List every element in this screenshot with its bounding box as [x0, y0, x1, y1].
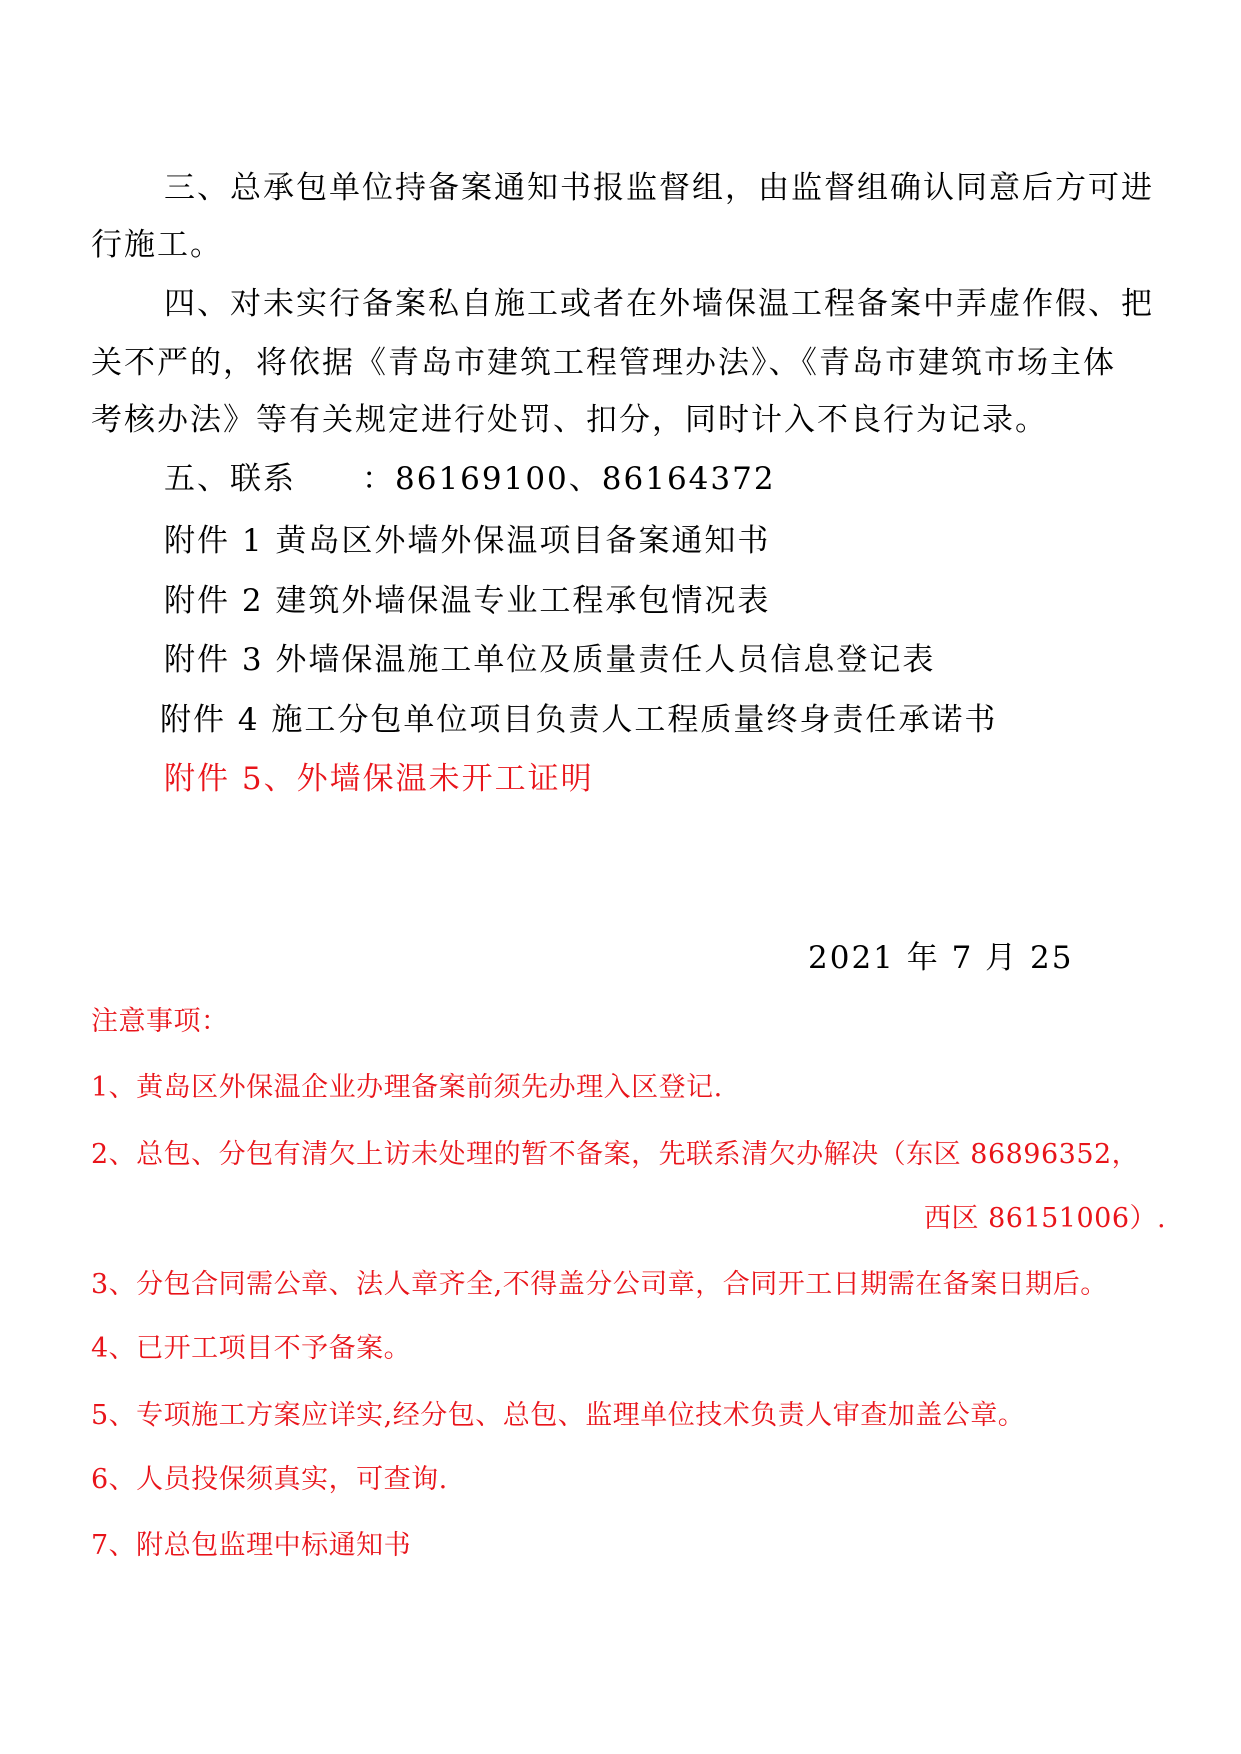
paragraph-4-line-3: 考核办法》等有关规定进行处罚、扣分，同时计入不良行为记录。 [91, 402, 1048, 438]
paragraph-4-line-2: 关不严的，将依据《青岛市建筑工程管理办法》、《青岛市建筑市场主体 [91, 345, 1116, 381]
notice-item-4: 4、已开工项目不予备案。 [91, 1333, 412, 1364]
paragraph-3-line-2: 行施工。 [91, 227, 223, 263]
attachment-3: 附件 3 外墙保温施工单位及质量责任人员信息登记表 [164, 642, 936, 678]
notice-item-7: 7、附总包监理中标通知书 [91, 1530, 412, 1561]
notice-title: 注意事项： [91, 1006, 229, 1037]
notice-item-1: 1、黄岛区外保温企业办理备案前须先办理入区登记. [91, 1072, 723, 1103]
attachment-4: 附件 4 施工分包单位项目负责人工程质量终身责任承诺书 [160, 702, 998, 738]
document-date: 2021 年 7 月 25 [808, 940, 1074, 976]
notice-item-2: 2、总包、分包有清欠上访未处理的暂不备案，先联系清欠办解决（东区 86896352， [91, 1139, 1140, 1170]
attachment-2: 附件 2 建筑外墙保温专业工程承包情况表 [164, 583, 771, 619]
notice-item-2-continued: 西区 86151006）. [924, 1203, 1167, 1234]
paragraph-4-line-1: 四、对未实行备案私自施工或者在外墙保温工程备案中弄虚作假、把 [164, 286, 1154, 322]
paragraph-3-line-1: 三、总承包单位持备案通知书报监督组，由监督组确认同意后方可进 [164, 170, 1154, 206]
notice-item-5: 5、专项施工方案应详实,经分包、总包、监理单位技术负责人审查加盖公章。 [91, 1400, 1026, 1431]
attachment-1: 附件 1 黄岛区外墙外保温项目备案通知书 [164, 523, 771, 559]
notice-item-3: 3、分包合同需公章、法人章齐全,不得盖分公司章，合同开工日期需在备案日期后。 [91, 1269, 1108, 1300]
attachment-5: 附件 5、外墙保温未开工证明 [164, 761, 594, 797]
contact-line: 五、联系 ：86169100、86164372 [164, 461, 776, 497]
notice-item-6: 6、人员投保须真实，可查询. [91, 1464, 448, 1495]
